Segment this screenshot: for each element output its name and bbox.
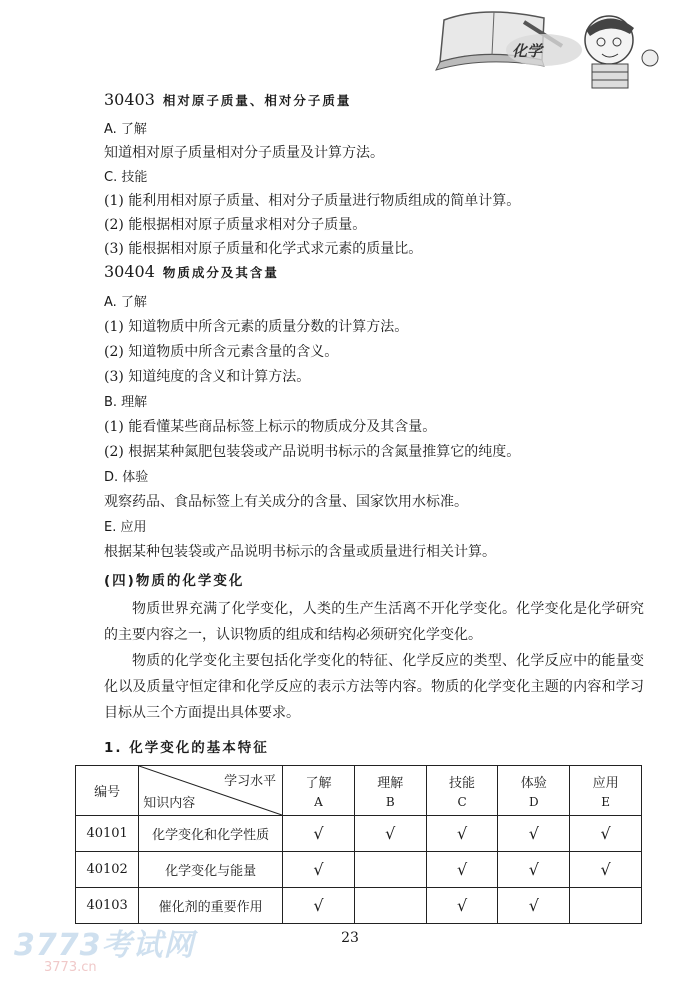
check-mark: √ [570, 852, 642, 888]
watermark-main: 3773考试网 [14, 928, 195, 963]
level-letter: D [528, 795, 539, 809]
table-title: 1. 化学变化的基本特征 [104, 740, 269, 756]
header-content: 知识内容 [143, 796, 196, 811]
standards-table [75, 765, 642, 924]
row-content: 催化剂的重要作用 [139, 888, 283, 924]
paragraph-1: 物质世界充满了化学变化，人类的生产生活离不开化学变化。化学变化是化学研究的主要内容之一，认识物质的组成和结构必须研究化学变化。 [104, 601, 644, 643]
section-name: 相对原子质量、相对分子质量 [162, 93, 352, 108]
body-text: 观察药品、食品标签上有关成分的含量、国家饮用水标准。 [104, 494, 468, 510]
level-letter: C [457, 795, 467, 809]
list-item: (3) 能根据相对原子质量和化学式求元素的质量比。 [104, 241, 423, 257]
level-letter: E [601, 795, 610, 809]
header-diagonal [139, 766, 283, 816]
level-a-label: A. 了解 [104, 295, 147, 310]
header-level-d [498, 766, 570, 816]
level-b-label: B. 理解 [104, 395, 148, 410]
header-level: 学习水平 [224, 774, 277, 789]
check-mark: √ [354, 816, 426, 852]
list-item: (1) 知道物质中所含元素的质量分数的计算方法。 [104, 319, 409, 335]
level-e-label: E. 应用 [104, 520, 147, 535]
header-level-b [354, 766, 426, 816]
section-heading: (四)物质的化学变化 [104, 573, 245, 589]
table-header-row [76, 766, 642, 816]
header-level-a [283, 766, 355, 816]
header-number: 编号 [76, 766, 139, 816]
level-letter: B [385, 795, 395, 809]
section-30403-title [104, 90, 351, 109]
row-number: 40102 [76, 852, 139, 888]
check-mark [354, 888, 426, 924]
body-text: 根据某种包装袋或产品说明书标示的含量或质量进行相关计算。 [104, 544, 496, 560]
row-number: 40103 [76, 888, 139, 924]
list-item: (2) 知道物质中所含元素含量的含义。 [104, 344, 339, 360]
section-code: 30404 [104, 262, 155, 281]
level-c-label: C. 技能 [104, 170, 148, 185]
header-level-c [426, 766, 498, 816]
list-item: (1) 能利用相对原子质量、相对分子质量进行物质组成的简单计算。 [104, 193, 521, 209]
check-mark: √ [283, 888, 355, 924]
check-mark: √ [498, 852, 570, 888]
check-mark: √ [283, 816, 355, 852]
level-name: 理解 [377, 776, 404, 791]
level-name: 应用 [592, 776, 619, 791]
list-item: (2) 能根据相对原子质量求相对分子质量。 [104, 217, 367, 233]
check-mark [354, 852, 426, 888]
check-mark: √ [426, 816, 498, 852]
check-mark: √ [498, 888, 570, 924]
section-name: 物质成分及其含量 [162, 265, 279, 280]
table-row [76, 816, 642, 852]
row-content: 化学变化和化学性质 [139, 816, 283, 852]
check-mark: √ [426, 852, 498, 888]
subject-badge: 化学 [512, 42, 543, 60]
row-number: 40101 [76, 816, 139, 852]
section-code: 30403 [104, 90, 155, 109]
section-30404-title [104, 262, 279, 281]
check-mark: √ [498, 816, 570, 852]
level-name: 了解 [305, 776, 332, 791]
page-number: 23 [341, 930, 359, 946]
body-text: 知道相对原子质量相对分子质量及计算方法。 [104, 145, 384, 161]
header-level-e [570, 766, 642, 816]
level-d-label: D. 体验 [104, 470, 149, 485]
table-row [76, 852, 642, 888]
check-mark [570, 888, 642, 924]
check-mark: √ [283, 852, 355, 888]
header-illustration [424, 0, 660, 90]
site-watermark [14, 920, 195, 975]
table-row [76, 888, 642, 924]
level-name: 技能 [449, 776, 476, 791]
list-item: (3) 知道纯度的含义和计算方法。 [104, 369, 311, 385]
check-mark: √ [570, 816, 642, 852]
level-name: 体验 [520, 776, 547, 791]
row-content: 化学变化与能量 [139, 852, 283, 888]
check-mark: √ [426, 888, 498, 924]
list-item: (1) 能看懂某些商品标签上标示的物质成分及其含量。 [104, 419, 437, 435]
level-letter: A [314, 795, 323, 809]
paragraph-2: 物质的化学变化主要包括化学变化的特征、化学反应的类型、化学反应中的能量变化以及质量守恒定律和化学反应的表示方法等内容。物质的化学变化主题的内容和学习目标从三个方面提出具体要求。 [104, 653, 644, 721]
watermark-sub: 3773.cn [44, 960, 97, 975]
list-item: (2) 根据某种氮肥包装袋或产品说明书标示的含氮量推算它的纯度。 [104, 444, 521, 460]
level-a-label: A. 了解 [104, 122, 147, 137]
